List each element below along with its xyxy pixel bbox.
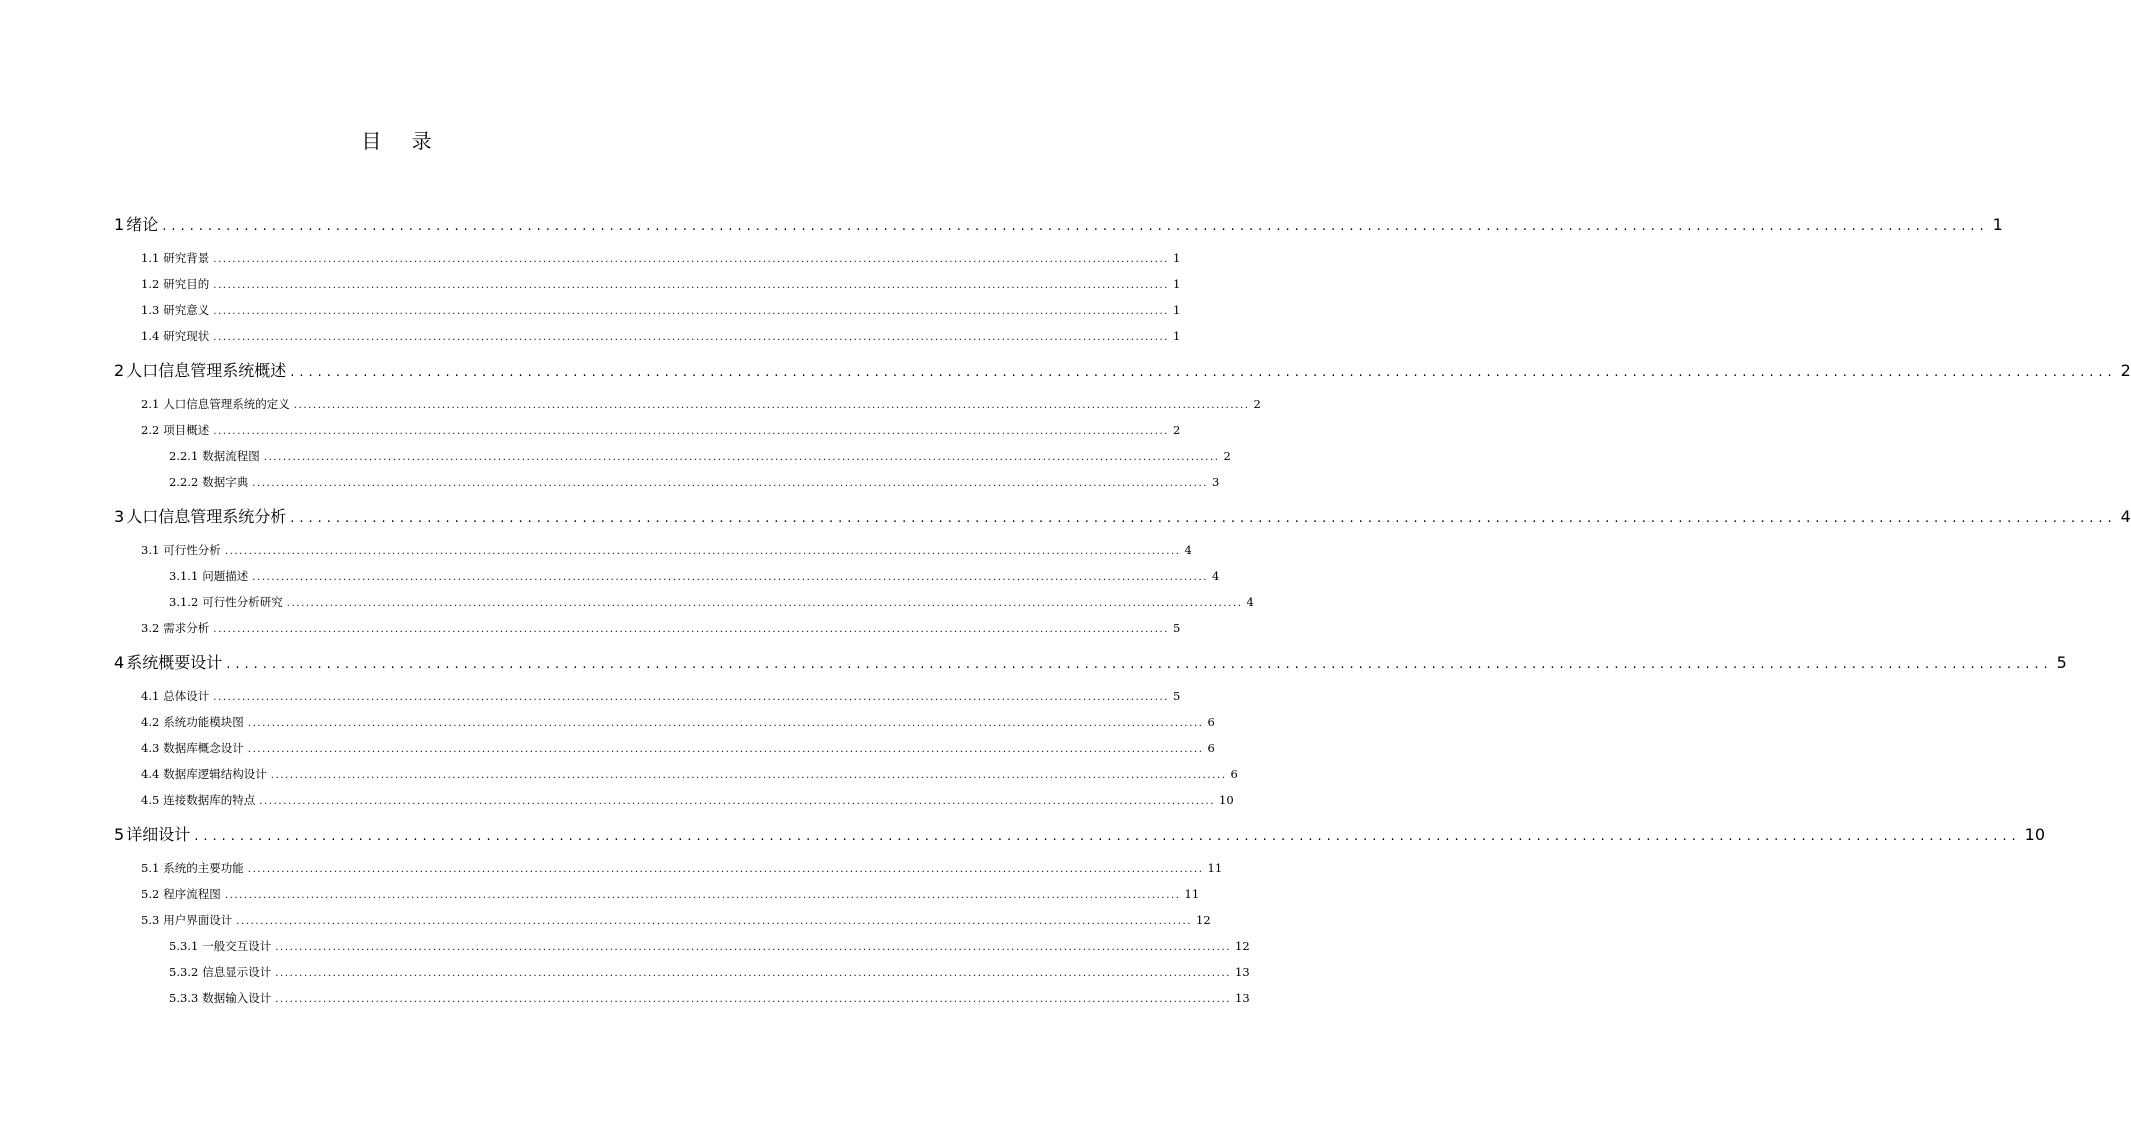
toc-entry-level-2[interactable] [141, 248, 1181, 268]
toc-entry-number: 4.2 [141, 715, 160, 729]
toc-entry-number: 2.2.2 [169, 475, 199, 489]
toc-entry-level-1[interactable] [114, 650, 2067, 676]
toc-entry-number: 4.5 [141, 793, 160, 807]
toc-entry-level-2[interactable] [141, 540, 1192, 560]
toc-entry-page-number: 6 [1207, 741, 1215, 755]
toc-dot-leader: ........................................................................................................................................................................................................ [226, 657, 2053, 672]
toc-entry-number: 5.3.2 [169, 965, 199, 979]
toc-entry-level-2[interactable] [141, 712, 1215, 732]
toc-entry-number: 2.2 [141, 423, 160, 437]
toc-entry-page-number: 3 [1212, 475, 1220, 489]
toc-entry-level-3[interactable] [169, 472, 1220, 492]
toc-entry-label: 研究背景 [163, 251, 210, 265]
toc-entry-number: 2.1 [141, 397, 160, 411]
toc-entry-label: 一般交互设计 [202, 939, 272, 953]
toc-dot-leader: ........................................................................................................................................................................................................ [213, 624, 1170, 635]
toc-dot-leader: ........................................................................................................................................................................................................ [293, 400, 1250, 411]
toc-entry-label: 程序流程图 [163, 887, 221, 901]
toc-dot-leader: ........................................................................................................................................................................................................ [236, 916, 1193, 927]
toc-entry-label: 可行性分析 [163, 543, 221, 557]
toc-entry-label: 可行性分析研究 [202, 595, 283, 609]
toc-entry-level-1[interactable] [114, 822, 2046, 848]
toc-entry-number: 5.1 [141, 861, 160, 875]
toc-entry-page-number: 10 [2024, 825, 2046, 844]
toc-dot-leader: ........................................................................................................................................................................................................ [252, 478, 1209, 489]
toc-entry-page-number: 4 [1184, 543, 1192, 557]
toc-entry-page-number: 5 [2056, 653, 2067, 672]
toc-entry-label: 研究现状 [163, 329, 210, 343]
toc-entry-page-number: 4 [1212, 569, 1220, 583]
toc-entry-level-3[interactable] [169, 566, 1220, 586]
toc-entry-label: 人口信息管理系统分析 [126, 507, 287, 526]
toc-entry-label: 问题描述 [202, 569, 249, 583]
toc-entry-page-number: 11 [1207, 861, 1223, 875]
toc-entry-level-3[interactable] [169, 936, 1250, 956]
toc-entry-page-number: 2 [1253, 397, 1261, 411]
toc-dot-leader: ........................................................................................................................................................................................................ [275, 994, 1232, 1005]
toc-entry-page-number: 10 [1219, 793, 1234, 807]
toc-entry-page-number: 4 [2120, 507, 2131, 526]
toc-dot-leader: ........................................................................................................................................................................................................ [213, 692, 1170, 703]
toc-entry-number: 1.3 [141, 303, 160, 317]
toc-dot-leader: ........................................................................................................................................................................................................ [263, 452, 1220, 463]
toc-entry-level-2[interactable] [141, 300, 1181, 320]
toc-entry-level-1[interactable] [114, 358, 2131, 384]
toc-entry-page-number: 5 [1173, 621, 1181, 635]
toc-entry-label: 系统功能模块图 [163, 715, 244, 729]
toc-entry-number: 5.3.3 [169, 991, 199, 1005]
toc-entry-level-2[interactable] [141, 326, 1181, 346]
toc-entry-label: 用户界面设计 [163, 913, 233, 927]
toc-dot-leader: ........................................................................................................................................................................................................ [213, 426, 1170, 437]
toc-entry-level-2[interactable] [141, 884, 1200, 904]
toc-dot-leader: ........................................................................................................................................................................................................ [247, 864, 1204, 875]
toc-entry-level-3[interactable] [169, 988, 1250, 1008]
toc-entry-number: 3 [114, 507, 125, 526]
toc-entry-number: 2 [114, 361, 125, 380]
toc-entry-label: 连接数据库的特点 [163, 793, 256, 807]
toc-entry-level-2[interactable] [141, 790, 1234, 810]
toc-entry-number: 2.2.1 [169, 449, 199, 463]
toc-entry-label: 人口信息管理系统的定义 [163, 397, 290, 411]
toc-dot-leader: ........................................................................................................................................................................................................ [270, 770, 1227, 781]
toc-entry-page-number: 2 [1173, 423, 1181, 437]
toc-entry-page-number: 2 [1223, 449, 1231, 463]
toc-dot-leader: ........................................................................................................................................................................................................ [213, 280, 1170, 291]
toc-dot-leader: ........................................................................................................................................................................................................ [290, 511, 2117, 526]
toc-dot-leader: ........................................................................................................................................................................................................ [213, 306, 1170, 317]
toc-entry-number: 3.1 [141, 543, 160, 557]
toc-entry-number: 4.1 [141, 689, 160, 703]
toc-entry-level-2[interactable] [141, 618, 1181, 638]
toc-dot-leader: ........................................................................................................................................................................................................ [259, 796, 1216, 807]
toc-dot-leader: ........................................................................................................................................................................................................ [247, 718, 1204, 729]
toc-dot-leader: ........................................................................................................................................................................................................ [247, 744, 1204, 755]
toc-entry-number: 5.3 [141, 913, 160, 927]
toc-entry-level-2[interactable] [141, 910, 1211, 930]
toc-entry-number: 1.2 [141, 277, 160, 291]
toc-entry-page-number: 4 [1246, 595, 1254, 609]
toc-entry-number: 5.2 [141, 887, 160, 901]
toc-entry-number: 1.1 [141, 251, 160, 265]
toc-entry-page-number: 6 [1230, 767, 1238, 781]
toc-entry-level-3[interactable] [169, 962, 1250, 982]
toc-entry-level-2[interactable] [141, 686, 1181, 706]
toc-title: 目 录 [361, 129, 444, 153]
toc-dot-leader: ........................................................................................................................................................................................................ [224, 546, 1181, 557]
toc-dot-leader: ........................................................................................................................................................................................................ [162, 219, 1989, 234]
toc-entry-label: 项目概述 [163, 423, 210, 437]
toc-entry-level-2[interactable] [141, 764, 1238, 784]
toc-entry-level-2[interactable] [141, 420, 1181, 440]
toc-entry-level-2[interactable] [141, 858, 1223, 878]
toc-entry-number: 4.3 [141, 741, 160, 755]
toc-dot-leader: ........................................................................................................................................................................................................ [252, 572, 1209, 583]
toc-dot-leader: ........................................................................................................................................................................................................ [213, 254, 1170, 265]
toc-entry-label: 研究意义 [163, 303, 210, 317]
toc-entry-level-3[interactable] [169, 446, 1231, 466]
toc-entry-page-number: 13 [1235, 965, 1250, 979]
toc-entry-page-number: 13 [1235, 991, 1250, 1005]
toc-entry-number: 1.4 [141, 329, 160, 343]
toc-entry-label: 数据流程图 [202, 449, 260, 463]
toc-entry-label: 系统的主要功能 [163, 861, 244, 875]
toc-entry-level-1[interactable] [114, 504, 2131, 530]
toc-dot-leader: ........................................................................................................................................................................................................ [194, 829, 2021, 844]
toc-entry-label: 绪论 [126, 215, 159, 234]
toc-entry-level-2[interactable] [141, 738, 1215, 758]
toc-entry-label: 详细设计 [126, 825, 191, 844]
toc-entry-label: 总体设计 [163, 689, 210, 703]
toc-entry-number: 3.2 [141, 621, 160, 635]
toc-entry-label: 需求分析 [163, 621, 210, 635]
toc-entry-level-2[interactable] [141, 394, 1261, 414]
toc-dot-leader: ........................................................................................................................................................................................................ [286, 598, 1243, 609]
toc-entry-page-number: 1 [1173, 303, 1181, 317]
toc-entry-label: 数据库概念设计 [163, 741, 244, 755]
toc-entry-page-number: 2 [2120, 361, 2131, 380]
toc-entry-number: 3.1.1 [169, 569, 199, 583]
toc-dot-leader: ........................................................................................................................................................................................................ [275, 968, 1232, 979]
toc-entry-page-number: 12 [1196, 913, 1211, 927]
toc-dot-leader: ........................................................................................................................................................................................................ [224, 890, 1181, 901]
toc-entry-page-number: 6 [1207, 715, 1215, 729]
toc-entry-number: 5.3.1 [169, 939, 199, 953]
toc-entry-number: 4 [114, 653, 125, 672]
toc-entry-label: 系统概要设计 [126, 653, 223, 672]
toc-entry-label: 数据库逻辑结构设计 [163, 767, 267, 781]
toc-entry-page-number: 1 [1173, 277, 1181, 291]
toc-entry-label: 数据输入设计 [202, 991, 272, 1005]
toc-entry-number: 3.1.2 [169, 595, 199, 609]
toc-entry-label: 信息显示设计 [202, 965, 272, 979]
toc-entry-number: 4.4 [141, 767, 160, 781]
toc-entry-page-number: 11 [1184, 887, 1200, 901]
toc-entry-page-number: 5 [1173, 689, 1181, 703]
toc-entry-label: 人口信息管理系统概述 [126, 361, 287, 380]
toc-entry-level-1[interactable] [114, 212, 2003, 238]
toc-entry-level-3[interactable] [169, 592, 1254, 612]
toc-entry-page-number: 1 [1173, 251, 1181, 265]
toc-dot-leader: ........................................................................................................................................................................................................ [275, 942, 1232, 953]
toc-dot-leader: ........................................................................................................................................................................................................ [290, 365, 2117, 380]
toc-entry-number: 5 [114, 825, 125, 844]
toc-dot-leader: ........................................................................................................................................................................................................ [213, 332, 1170, 343]
toc-entry-label: 研究目的 [163, 277, 210, 291]
toc-entry-page-number: 1 [1173, 329, 1181, 343]
toc-entry-number: 1 [114, 215, 125, 234]
toc-entry-page-number: 12 [1235, 939, 1250, 953]
toc-entry-page-number: 1 [1992, 215, 2003, 234]
toc-entry-label: 数据字典 [202, 475, 249, 489]
toc-entry-level-2[interactable] [141, 274, 1181, 294]
